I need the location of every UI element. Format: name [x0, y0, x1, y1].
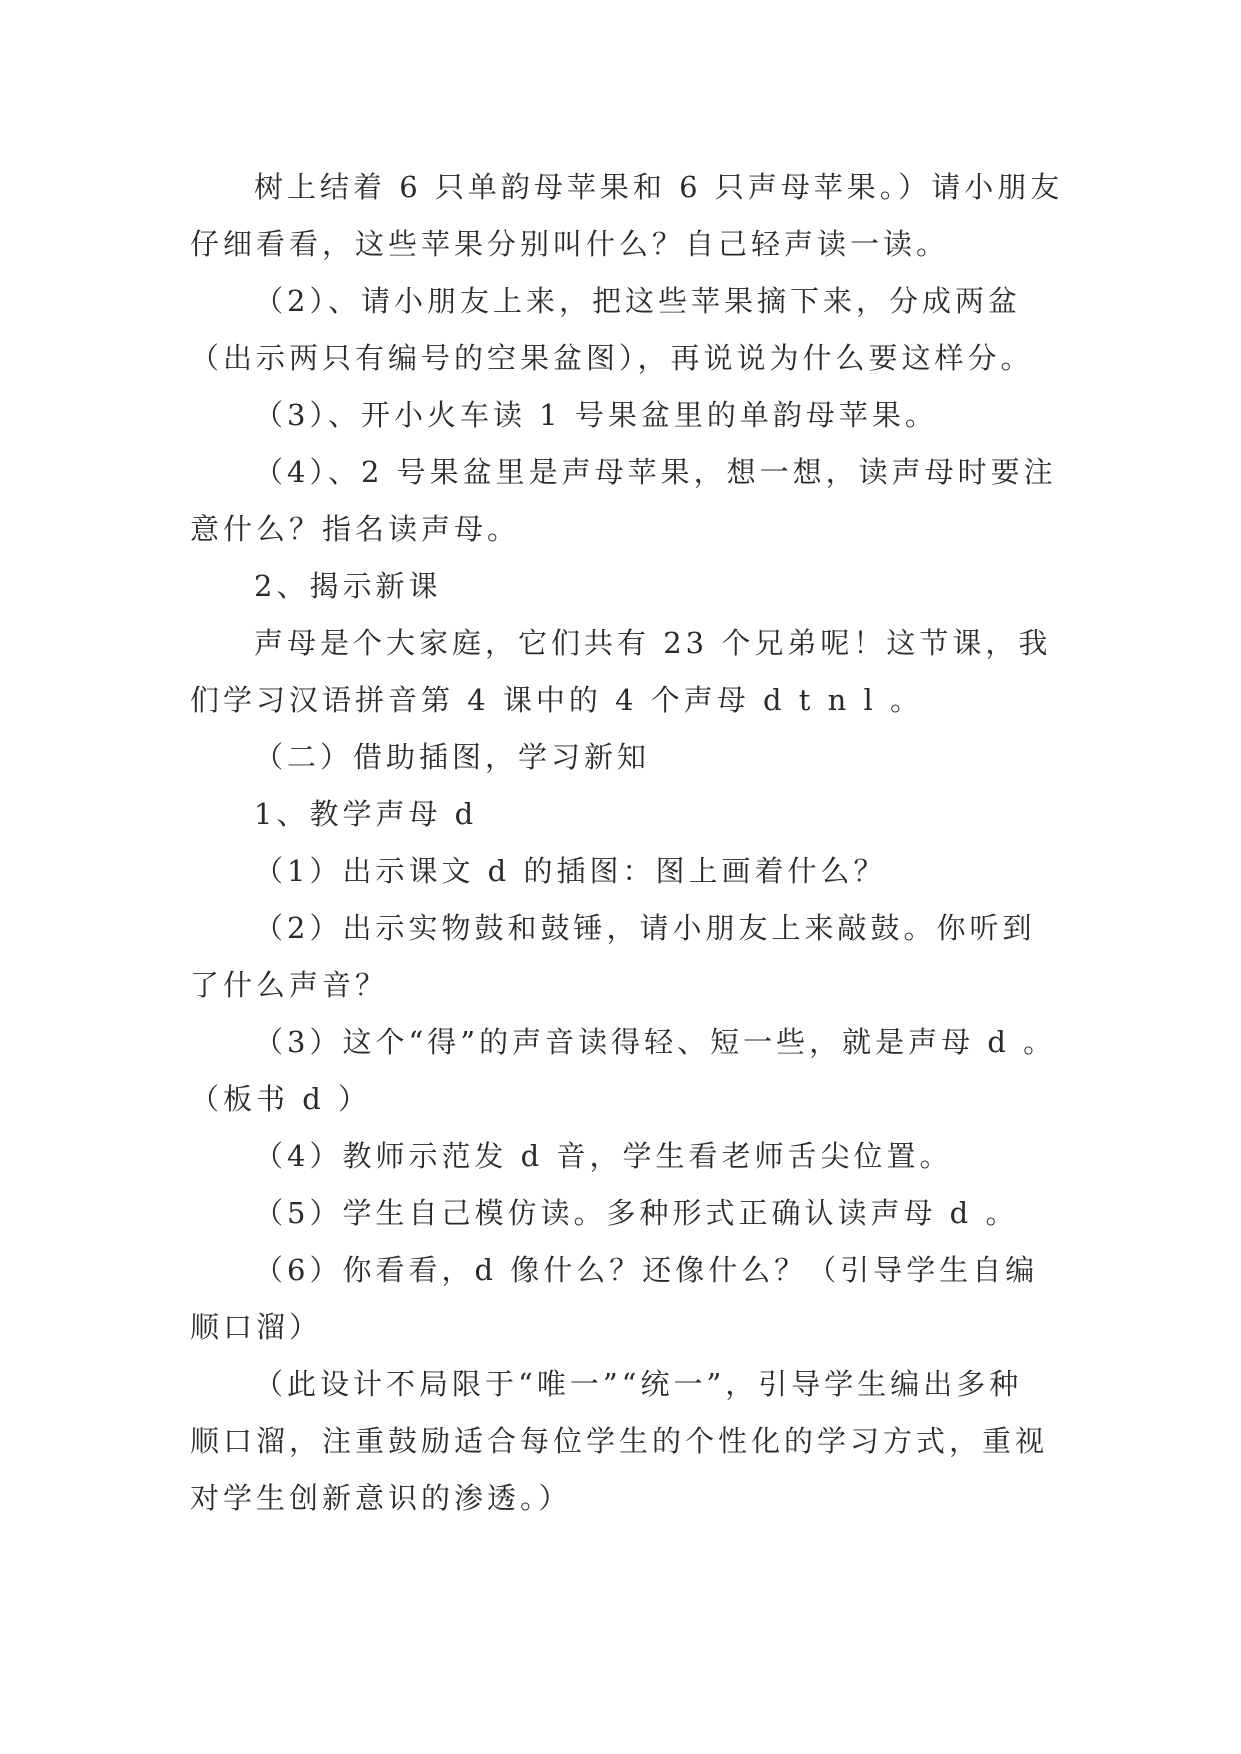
- text-line: 们学习汉语拼音第 4 课中的 4 个声母 d t n l 。: [190, 683, 924, 717]
- text-line: 对学生创新意识的渗透。）: [190, 1481, 572, 1515]
- text-line: （2）、请小朋友上来，把这些苹果摘下来，分成两盆: [254, 284, 1021, 318]
- section-heading: 2、揭示新课: [254, 569, 442, 603]
- text-line: 顺口溜）: [190, 1310, 323, 1344]
- text-line: 顺口溜，注重鼓励适合每位学生的个性化的学习方式，重视: [190, 1424, 1049, 1458]
- text-line: （板书 d ）: [190, 1082, 372, 1116]
- section-heading: 1、教学声母 d: [254, 797, 478, 831]
- section-heading: （二）借助插图，学习新知: [254, 740, 651, 774]
- text-line: 声母是个大家庭，它们共有 23 个兄弟呢！这节课，我: [254, 626, 1052, 660]
- text-line: 意什么？指名读声母。: [190, 512, 521, 546]
- text-line: 仔细看看，这些苹果分别叫什么？自己轻声读一读。: [190, 227, 950, 261]
- text-line: （1）出示课文 d 的插图：图上画着什么？: [254, 854, 887, 888]
- text-line: （此设计不局限于“唯一”“统一”，引导学生编出多种: [254, 1367, 1023, 1401]
- text-line: （3）、开小火车读 1 号果盆里的单韵母苹果。: [254, 398, 938, 432]
- text-line: （4）、2 号果盆里是声母苹果，想一想，读声母时要注: [254, 455, 1057, 489]
- text-line: （3）这个“得”的声音读得轻、短一些，就是声母 d 。: [254, 1025, 1057, 1059]
- text-line: （6）你看看，d 像什么？还像什么？（引导学生自编: [254, 1253, 1039, 1287]
- text-line: 了什么声音？: [190, 968, 389, 1002]
- text-line: （2）出示实物鼓和鼓锤，请小朋友上来敲鼓。你听到: [254, 911, 1036, 945]
- text-line: （4）教师示范发 d 音，学生看老师舌尖位置。: [254, 1139, 953, 1173]
- text-line: （5）学生自己模仿读。多种形式正确认读声母 d 。: [254, 1196, 1019, 1230]
- text-line: （出示两只有编号的空果盆图），再说说为什么要这样分。: [190, 341, 1034, 375]
- text-line: 树上结着 6 只单韵母苹果和 6 只声母苹果。）请小朋友: [254, 170, 1064, 204]
